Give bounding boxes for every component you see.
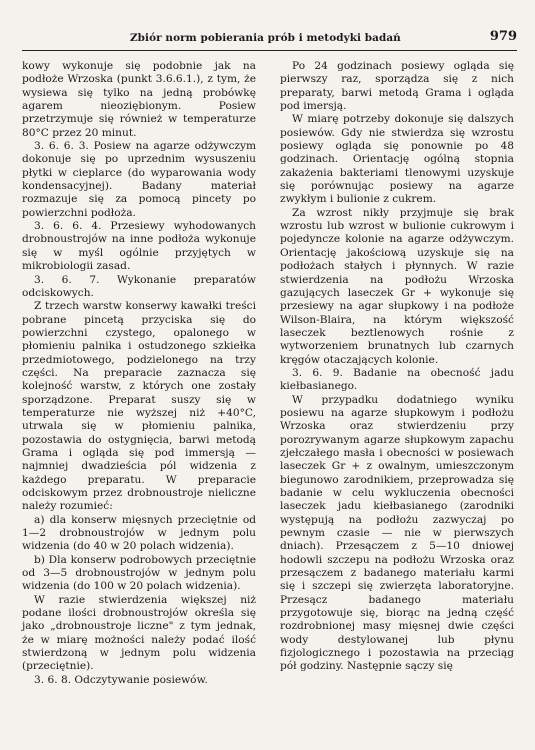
section-3-6-9: 3. 6. 9. Badanie na obecność jadu kiełbasianego. xyxy=(280,366,514,393)
paragraph: Po 24 godzinach posiewy ogląda się pierwszy raz, sporządza się z nich preparaty, barwi metodą Grama i ogląda pod imersją. xyxy=(280,60,514,113)
running-header xyxy=(22,30,517,48)
paragraph: W razie stwierdzenia większej niż podane ilości drobnoustrojów określa się jako „drobnoustroje liczne" z tym jednak, że w miarę możności należy podać ilość stwierdzoną w jednym polu widzenia (przeciętnie). xyxy=(22,593,256,673)
paragraph: W miarę potrzeby dokonuje się dalszych posiewów. Gdy nie stwierdza się wzrostu posiewy ogląda się ponownie po 48 godzinach. Orientację ogólną stopnia zakażenia bakteriami tlenowymi uzyskuje się porównując posiewy na agarze zwykłym i bulionie z cukrem. xyxy=(280,113,514,206)
section-3-6-7: 3. 6. 7. Wykonanie preparatów odciskowych. xyxy=(22,273,256,299)
section-3-6-8: 3. 6. 8. Odczytywanie posiewów. xyxy=(34,673,208,686)
list-item-a: a) dla konserw mięsnych przeciętnie od 1—2 drobnoustrojów w jednym polu widzenia (do 40 w 20 polach widzenia). xyxy=(22,513,256,553)
section-3-6-6-3: 3. 6. 6. 3. Posiew na agarze odżywczym dokonuje się po uprzednim wysuszeniu płytki w cieplarce (do wyparowania wody kondensacyjnej). Badany materiał rozmazuje się za pomocą pincety po powierzchni podłoża. xyxy=(22,140,256,219)
page-number: 979 xyxy=(489,29,517,44)
right-column xyxy=(280,60,514,674)
section-3-6-6-4: 3. 6. 6. 4. Przesiewy wyhodowanych drobnoustrojów na inne podłoża wykonuje się w myśl ogólnie przyjętych w mikrobiologii zasad. xyxy=(22,220,256,273)
header-rule xyxy=(22,50,517,51)
paragraph: W przypadku dodatniego wyniku posiewu na agarze słupkowym i podłożu Wrzoska oraz stwierdzeniu przy porozrywanym agarze słupkowym zapachu zjełczałego masła i obecności w posiewach laseczek Gr + z owalnym, umieszczonym biegunowo zarodnikiem, przeprowadza się badanie w celu wykluczenia obecności laseczek jadu kiełbasianego (zarodniki występują na podłożu zazwyczaj po pewnym czasie — nie w pierwszych dniach). Przesączem z 5—10 dniowej hodowli szczepu na podłożu Wrzoska oraz przesączem z badanego materiału karmi się i szczepi się zwierzęta laboratoryjne. Przesącz badanego materiału przygotowuje się, biorąc na jedną część rozdrobnionej masy mięsnej dwie części wody destylowanej lub płynu fizjologicznego i pozostawia na przeciąg pół godziny. Następnie sączy się xyxy=(280,393,514,673)
list-item-b: b) Dla konserw podrobowych przeciętnie od 3—5 drobnoustrojów w jednym polu widzenia (do 100 w 20 polach widzenia). xyxy=(22,553,256,593)
paragraph: Z trzech warstw konserwy kawałki treści pobrane pincetą przyciska się do powierzchni czystego, opalonego w płomieniu palnika i ostudzonego szkiełka przedmiotowego, podzielonego na trzy części. Na preparacie zaznacza się kolejność warstw, z których one zostały sporządzone. Preparat suszy się w temperaturze nie wyższej niż +40°C, utrwala się w płomieniu palnika, pozostawia do ostygnięcia, barwi metodą Grama i ogląda się pod immersją — najmniej dwadzieścia pól widzenia z każdego preparatu. W preparacie odciskowym przez drobnoustroje nieliczne należy rozumieć: xyxy=(22,300,256,513)
left-column xyxy=(22,60,256,687)
paragraph: Za wzrost nikły przyjmuje się brak wzrostu lub wzrost w bulionie cukrowym i pojedyncze kolonie na agarze odżywczym. Orientację jakościową uzyskuje się na podłożach stałych i płynnych. W razie stwierdzenia na podłożu Wrzoska gazujących laseczek Gr + wykonuje się przesiewy na agar słupkowy i na podłoże Wilson-Blaira, na którym większość laseczek beztlenowych rośnie z wytworzeniem brunatnych lub czarnych kręgów otaczających kolonie. xyxy=(280,206,514,366)
running-header-title: Zbiór norm pobierania prób i metodyki badań xyxy=(130,32,401,44)
paragraph: kowy wykonuje się podobnie jak na podłoże Wrzoska (punkt 3.6.6.1.), z tym, że wysiewa się tylko na jedną probówkę agarem nieoziębionym. Posiew przetrzymuje się również w temperaturze 80°C przez 20 minut. xyxy=(22,60,256,139)
